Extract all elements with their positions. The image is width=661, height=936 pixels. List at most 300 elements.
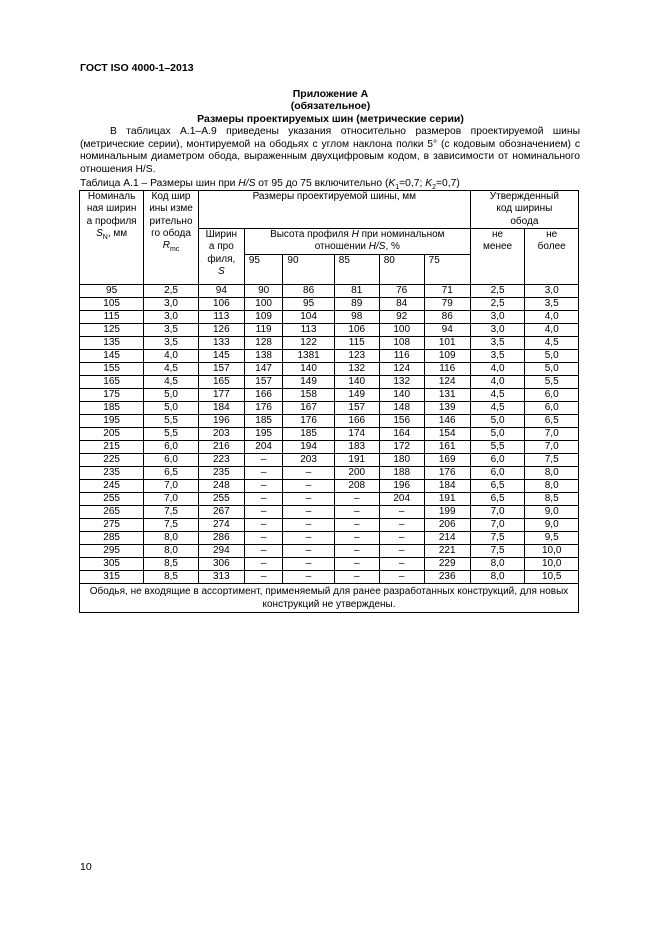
header-ratio-85: 85 xyxy=(334,255,379,285)
table-row xyxy=(80,337,579,350)
table-cell: 4,5 xyxy=(144,376,199,389)
table-cell: 286 xyxy=(198,532,244,545)
table-row xyxy=(80,311,579,324)
table-cell: – xyxy=(283,480,334,493)
table-row xyxy=(80,441,579,454)
table-cell: 140 xyxy=(283,363,334,376)
table-cell: 4,5 xyxy=(525,337,579,350)
table-cell: 4,5 xyxy=(470,402,525,415)
table-cell: 7,0 xyxy=(525,441,579,454)
table-cell: 1381 xyxy=(283,350,334,363)
table-row xyxy=(80,428,579,441)
table-cell: 196 xyxy=(379,480,424,493)
table-cell: 245 xyxy=(80,480,144,493)
table-cell: 9,0 xyxy=(525,519,579,532)
table-cell: 195 xyxy=(244,428,283,441)
table-row xyxy=(80,519,579,532)
table-row xyxy=(80,493,579,506)
table-cell: 108 xyxy=(379,337,424,350)
table-cell: 3,5 xyxy=(144,324,199,337)
table-cell: 229 xyxy=(424,558,470,571)
table-cell: 10,0 xyxy=(525,545,579,558)
table-cell: 104 xyxy=(283,311,334,324)
header-nominal-width-unit: , мм xyxy=(107,227,128,239)
table-cell: 8,5 xyxy=(525,493,579,506)
appendix-subtitle: Размеры проектируемых шин (метрические серии) xyxy=(197,113,464,125)
header-ratio-95: 95 xyxy=(244,255,283,285)
table-cell: 4,0 xyxy=(470,376,525,389)
appendix-status: (обязательное) xyxy=(290,100,371,112)
table-note: Ободья, не входящие в ассортимент, применяемый для ранее разработанных конструкций, для новых конструкций не утверждены. xyxy=(80,584,579,613)
table-row xyxy=(80,532,579,545)
table-cell: 133 xyxy=(198,337,244,350)
table-cell: 8,0 xyxy=(144,532,199,545)
header-profile-height-symbol: H xyxy=(351,229,359,240)
table-cell: 7,5 xyxy=(470,545,525,558)
table-cell: 176 xyxy=(424,467,470,480)
table-cell: 3,5 xyxy=(144,337,199,350)
table-cell: 5,0 xyxy=(525,350,579,363)
header-profile-height-unit: , % xyxy=(385,241,400,253)
table-cell: 3,0 xyxy=(144,311,199,324)
table-row xyxy=(80,389,579,402)
table-cell: 157 xyxy=(244,376,283,389)
table-cell: 6,0 xyxy=(144,441,199,454)
table-row xyxy=(80,506,579,519)
table-cell: 145 xyxy=(198,350,244,363)
table-cell: 5,5 xyxy=(470,441,525,454)
table-cell: 6,5 xyxy=(470,480,525,493)
caption-prefix: Таблица А.1 – Размеры шин при xyxy=(80,178,239,189)
table-cell: 124 xyxy=(379,363,424,376)
header-max-text: не более xyxy=(537,229,566,253)
table-cell: 225 xyxy=(80,454,144,467)
table-cell: 6,0 xyxy=(525,402,579,415)
table-cell: 7,5 xyxy=(470,532,525,545)
table-row xyxy=(80,298,579,311)
table-cell: – xyxy=(379,571,424,584)
table-cell: – xyxy=(283,493,334,506)
header-profile-width xyxy=(198,229,244,285)
table-cell: – xyxy=(334,506,379,519)
table-cell: – xyxy=(283,467,334,480)
table-cell: – xyxy=(334,558,379,571)
table-cell: 4,0 xyxy=(525,311,579,324)
caption-middle: от 95 до 75 включительно ( xyxy=(255,178,389,189)
table-cell: – xyxy=(244,506,283,519)
table-cell: 140 xyxy=(334,376,379,389)
table-row xyxy=(80,285,579,298)
table-cell: 165 xyxy=(198,376,244,389)
table-row xyxy=(80,324,579,337)
table-row xyxy=(80,402,579,415)
table-cell: 92 xyxy=(379,311,424,324)
table-cell: 157 xyxy=(198,363,244,376)
header-min xyxy=(470,229,525,285)
table-cell: 223 xyxy=(198,454,244,467)
table-cell: 172 xyxy=(379,441,424,454)
table-cell: 149 xyxy=(283,376,334,389)
header-width-code-sub: mc xyxy=(169,246,180,254)
header-width-code-text: Код ширины измерительного обода xyxy=(149,191,193,239)
table-cell: 235 xyxy=(198,467,244,480)
table-cell: 8,0 xyxy=(525,480,579,493)
table-cell: 185 xyxy=(283,428,334,441)
table-cell: – xyxy=(244,545,283,558)
header-profile-height-text: Высота профиля xyxy=(270,229,352,240)
table-cell: 98 xyxy=(334,311,379,324)
table-cell: 164 xyxy=(379,428,424,441)
table-cell: 5,5 xyxy=(144,415,199,428)
table-cell: 204 xyxy=(244,441,283,454)
table-cell: 188 xyxy=(379,467,424,480)
table-cell: 4,5 xyxy=(470,389,525,402)
table-cell: 123 xyxy=(334,350,379,363)
header-profile-width-symbol: S xyxy=(218,265,225,277)
table-cell: 113 xyxy=(198,311,244,324)
table-cell: 148 xyxy=(379,402,424,415)
table-row xyxy=(80,545,579,558)
header-min-text: не менее xyxy=(483,229,513,253)
table-cell: 106 xyxy=(334,324,379,337)
table-cell: 128 xyxy=(244,337,283,350)
table-cell: 145 xyxy=(80,350,144,363)
table-cell: – xyxy=(244,571,283,584)
table-cell: 2,5 xyxy=(470,298,525,311)
table-row xyxy=(80,376,579,389)
table-cell: – xyxy=(244,519,283,532)
table-cell: 195 xyxy=(80,415,144,428)
header-profile-width-text: Ширина профиля, xyxy=(205,229,238,265)
header-ratio-90: 90 xyxy=(283,255,334,285)
table-cell: 235 xyxy=(80,467,144,480)
table-cell: 2,5 xyxy=(470,285,525,298)
table-row xyxy=(80,571,579,584)
header-ratio-80: 80 xyxy=(379,255,424,285)
table-cell: 306 xyxy=(198,558,244,571)
table-cell: 6,0 xyxy=(525,389,579,402)
table-cell: 8,0 xyxy=(470,571,525,584)
table-cell: – xyxy=(244,493,283,506)
table-row xyxy=(80,454,579,467)
table-cell: 165 xyxy=(80,376,144,389)
table-cell: 167 xyxy=(283,402,334,415)
table-cell: 147 xyxy=(244,363,283,376)
table-cell: – xyxy=(334,532,379,545)
table-cell: 185 xyxy=(244,415,283,428)
table-row xyxy=(80,363,579,376)
table-cell: 295 xyxy=(80,545,144,558)
table-cell: – xyxy=(283,506,334,519)
table-cell: – xyxy=(283,558,334,571)
table-cell: – xyxy=(334,545,379,558)
header-nominal-width-symbol: S xyxy=(96,227,103,239)
table-cell: – xyxy=(283,571,334,584)
table-cell: 7,5 xyxy=(525,454,579,467)
table-cell: – xyxy=(334,493,379,506)
table-cell: 84 xyxy=(379,298,424,311)
table-cell: 216 xyxy=(198,441,244,454)
table-cell: 305 xyxy=(80,558,144,571)
header-max xyxy=(525,229,579,285)
table-cell: 6,0 xyxy=(470,454,525,467)
table-cell: 6,0 xyxy=(470,467,525,480)
table-cell: 101 xyxy=(424,337,470,350)
table-cell: 95 xyxy=(283,298,334,311)
table-cell: 5,0 xyxy=(470,428,525,441)
header-ratio-75: 75 xyxy=(424,255,470,285)
table-cell: – xyxy=(283,545,334,558)
table-cell: 4,0 xyxy=(144,350,199,363)
table-cell: 5,0 xyxy=(525,363,579,376)
table-cell: 126 xyxy=(198,324,244,337)
table-cell: 3,0 xyxy=(470,311,525,324)
table-cell: 115 xyxy=(334,337,379,350)
table-cell: 139 xyxy=(424,402,470,415)
header-nominal-width-sub: N xyxy=(102,233,108,241)
table-cell: 100 xyxy=(379,324,424,337)
header-nominal-width-text: Номинальная ширина профиля xyxy=(86,191,137,227)
table-cell: – xyxy=(244,454,283,467)
table-cell: 184 xyxy=(424,480,470,493)
table-cell: 10,5 xyxy=(525,571,579,584)
table-note-row xyxy=(80,584,579,613)
table-cell: 294 xyxy=(198,545,244,558)
table-cell: – xyxy=(379,558,424,571)
table-cell: 154 xyxy=(424,428,470,441)
table-cell: 274 xyxy=(198,519,244,532)
header-approved-rim xyxy=(470,191,578,229)
table-cell: 119 xyxy=(244,324,283,337)
header-design-sizes: Размеры проектируемой шины, мм xyxy=(198,191,470,229)
table-cell: 94 xyxy=(424,324,470,337)
tire-size-table xyxy=(79,190,579,613)
table-cell: 313 xyxy=(198,571,244,584)
appendix-title: Приложение А xyxy=(292,88,369,100)
table-cell: 177 xyxy=(198,389,244,402)
header-profile-height-rest: при номинальном отношении xyxy=(314,229,445,253)
table-cell: 3,0 xyxy=(470,324,525,337)
table-cell: 166 xyxy=(244,389,283,402)
table-cell: 5,5 xyxy=(525,376,579,389)
caption-k2-sub: 2 xyxy=(432,184,436,192)
table-cell: 5,0 xyxy=(144,389,199,402)
table-cell: 5,0 xyxy=(144,402,199,415)
table-cell: 6,5 xyxy=(525,415,579,428)
caption-ratio: H/S xyxy=(238,178,256,189)
table-cell: 157 xyxy=(334,402,379,415)
caption-k2-val: =0,7) xyxy=(436,178,460,189)
table-row xyxy=(80,558,579,571)
header-width-code-symbol: R xyxy=(162,240,170,252)
table-cell: 8,5 xyxy=(144,571,199,584)
table-cell: 109 xyxy=(244,311,283,324)
table-cell: 255 xyxy=(198,493,244,506)
table-cell: 95 xyxy=(80,285,144,298)
table-cell: – xyxy=(244,558,283,571)
table-cell: 3,0 xyxy=(525,285,579,298)
table-cell: 3,5 xyxy=(470,350,525,363)
table-cell: 196 xyxy=(198,415,244,428)
header-profile-height xyxy=(244,229,470,255)
table-cell: 185 xyxy=(80,402,144,415)
table-cell: 7,0 xyxy=(470,506,525,519)
table-cell: 8,5 xyxy=(144,558,199,571)
table-cell: 191 xyxy=(424,493,470,506)
table-cell: 89 xyxy=(334,298,379,311)
table-cell: 166 xyxy=(334,415,379,428)
table-row xyxy=(80,467,579,480)
table-cell: 86 xyxy=(283,285,334,298)
table-cell: 206 xyxy=(424,519,470,532)
table-cell: 125 xyxy=(80,324,144,337)
table-cell: 267 xyxy=(198,506,244,519)
table-cell: 315 xyxy=(80,571,144,584)
table-cell: 81 xyxy=(334,285,379,298)
header-approved-rim-text: Утвержденный код ширины обода xyxy=(489,191,559,227)
document-id: ГОСТ ISO 4000-1–2013 xyxy=(80,62,194,74)
table-cell: – xyxy=(379,506,424,519)
table-row xyxy=(80,415,579,428)
table-cell: 7,0 xyxy=(144,493,199,506)
header-nominal-width xyxy=(80,191,144,285)
table-cell: 215 xyxy=(80,441,144,454)
table-cell: – xyxy=(379,545,424,558)
table-cell: 6,5 xyxy=(470,493,525,506)
table-cell: 10,0 xyxy=(525,558,579,571)
table-cell: 5,0 xyxy=(470,415,525,428)
table-cell: 176 xyxy=(244,402,283,415)
table-cell: 86 xyxy=(424,311,470,324)
table-cell: 105 xyxy=(80,298,144,311)
table-cell: 236 xyxy=(424,571,470,584)
table-cell: 7,5 xyxy=(144,519,199,532)
table-cell: – xyxy=(379,519,424,532)
table-cell: 106 xyxy=(198,298,244,311)
table-cell: 94 xyxy=(198,285,244,298)
table-cell: 140 xyxy=(379,389,424,402)
table-cell: 248 xyxy=(198,480,244,493)
table-cell: 275 xyxy=(80,519,144,532)
table-cell: 9,5 xyxy=(525,532,579,545)
table-cell: 158 xyxy=(283,389,334,402)
table-cell: 204 xyxy=(379,493,424,506)
table-cell: 135 xyxy=(80,337,144,350)
intro-text: В таблицах А.1–А.9 приведены указания относительно размеров проектируемой шины (метрические серии), монтируемой на ободьях с углом наклона полки 5° (с кодовым обозначением) с номинальным диаметром обода, выраженным двухцифровым кодом, в зависимости от номинального отношения H/S. xyxy=(80,126,580,175)
header-width-code xyxy=(144,191,199,285)
table-cell: 194 xyxy=(283,441,334,454)
table-cell: 4,0 xyxy=(470,363,525,376)
table-cell: – xyxy=(334,519,379,532)
table-cell: 8,0 xyxy=(525,467,579,480)
table-cell: 161 xyxy=(424,441,470,454)
table-cell: 214 xyxy=(424,532,470,545)
table-cell: 176 xyxy=(283,415,334,428)
caption-k1-val: =0,7; xyxy=(399,178,426,189)
table-cell: 6,5 xyxy=(144,467,199,480)
page-number: 10 xyxy=(80,861,92,873)
caption-k1-sub: 1 xyxy=(395,184,400,192)
table-cell: 131 xyxy=(424,389,470,402)
table-cell: – xyxy=(283,532,334,545)
table-cell: 191 xyxy=(334,454,379,467)
table-cell: 3,5 xyxy=(525,298,579,311)
header-profile-height-ratio: H/S xyxy=(368,241,386,253)
table-cell: 180 xyxy=(379,454,424,467)
table-cell: 9,0 xyxy=(525,506,579,519)
table-cell: 132 xyxy=(379,376,424,389)
table-cell: 205 xyxy=(80,428,144,441)
table-cell: 149 xyxy=(334,389,379,402)
table-cell: 8,0 xyxy=(470,558,525,571)
table-cell: 132 xyxy=(334,363,379,376)
table-cell: 203 xyxy=(283,454,334,467)
table-cell: 100 xyxy=(244,298,283,311)
table-cell: 116 xyxy=(379,350,424,363)
intro-paragraph xyxy=(80,126,580,176)
table-cell: 285 xyxy=(80,532,144,545)
table-cell: 76 xyxy=(379,285,424,298)
table-cell: 113 xyxy=(283,324,334,337)
table-cell: – xyxy=(334,571,379,584)
table-cell: – xyxy=(283,519,334,532)
table-cell: 116 xyxy=(424,363,470,376)
table-cell: 115 xyxy=(80,311,144,324)
table-cell: 156 xyxy=(379,415,424,428)
table-cell: 199 xyxy=(424,506,470,519)
table-cell: 4,5 xyxy=(144,363,199,376)
table-cell: 3,5 xyxy=(470,337,525,350)
table-cell: 71 xyxy=(424,285,470,298)
table-cell: 265 xyxy=(80,506,144,519)
table-cell: 183 xyxy=(334,441,379,454)
table-cell: 208 xyxy=(334,480,379,493)
table-cell: 7,0 xyxy=(525,428,579,441)
table-cell: 2,5 xyxy=(144,285,199,298)
table-cell: 90 xyxy=(244,285,283,298)
caption-k2: K xyxy=(425,178,433,189)
table-cell: 7,5 xyxy=(144,506,199,519)
table-cell: 174 xyxy=(334,428,379,441)
table-cell: 255 xyxy=(80,493,144,506)
table-cell: 7,0 xyxy=(470,519,525,532)
table-cell: 79 xyxy=(424,298,470,311)
table-cell: 109 xyxy=(424,350,470,363)
table-cell: 7,0 xyxy=(144,480,199,493)
table-cell: 169 xyxy=(424,454,470,467)
table-cell: 4,0 xyxy=(525,324,579,337)
table-cell: 200 xyxy=(334,467,379,480)
table-cell: 221 xyxy=(424,545,470,558)
caption-k1: K xyxy=(388,178,396,189)
table-cell: 155 xyxy=(80,363,144,376)
table-cell: 6,0 xyxy=(144,454,199,467)
table-cell: – xyxy=(244,532,283,545)
table-cell: 146 xyxy=(424,415,470,428)
table-cell: 5,5 xyxy=(144,428,199,441)
table-cell: – xyxy=(379,532,424,545)
table-row xyxy=(80,480,579,493)
table-cell: 3,0 xyxy=(144,298,199,311)
table-cell: 122 xyxy=(283,337,334,350)
table-cell: 124 xyxy=(424,376,470,389)
table-cell: 138 xyxy=(244,350,283,363)
table-row xyxy=(80,350,579,363)
table-cell: 184 xyxy=(198,402,244,415)
table-cell: 8,0 xyxy=(144,545,199,558)
table-cell: 203 xyxy=(198,428,244,441)
table-cell: 175 xyxy=(80,389,144,402)
